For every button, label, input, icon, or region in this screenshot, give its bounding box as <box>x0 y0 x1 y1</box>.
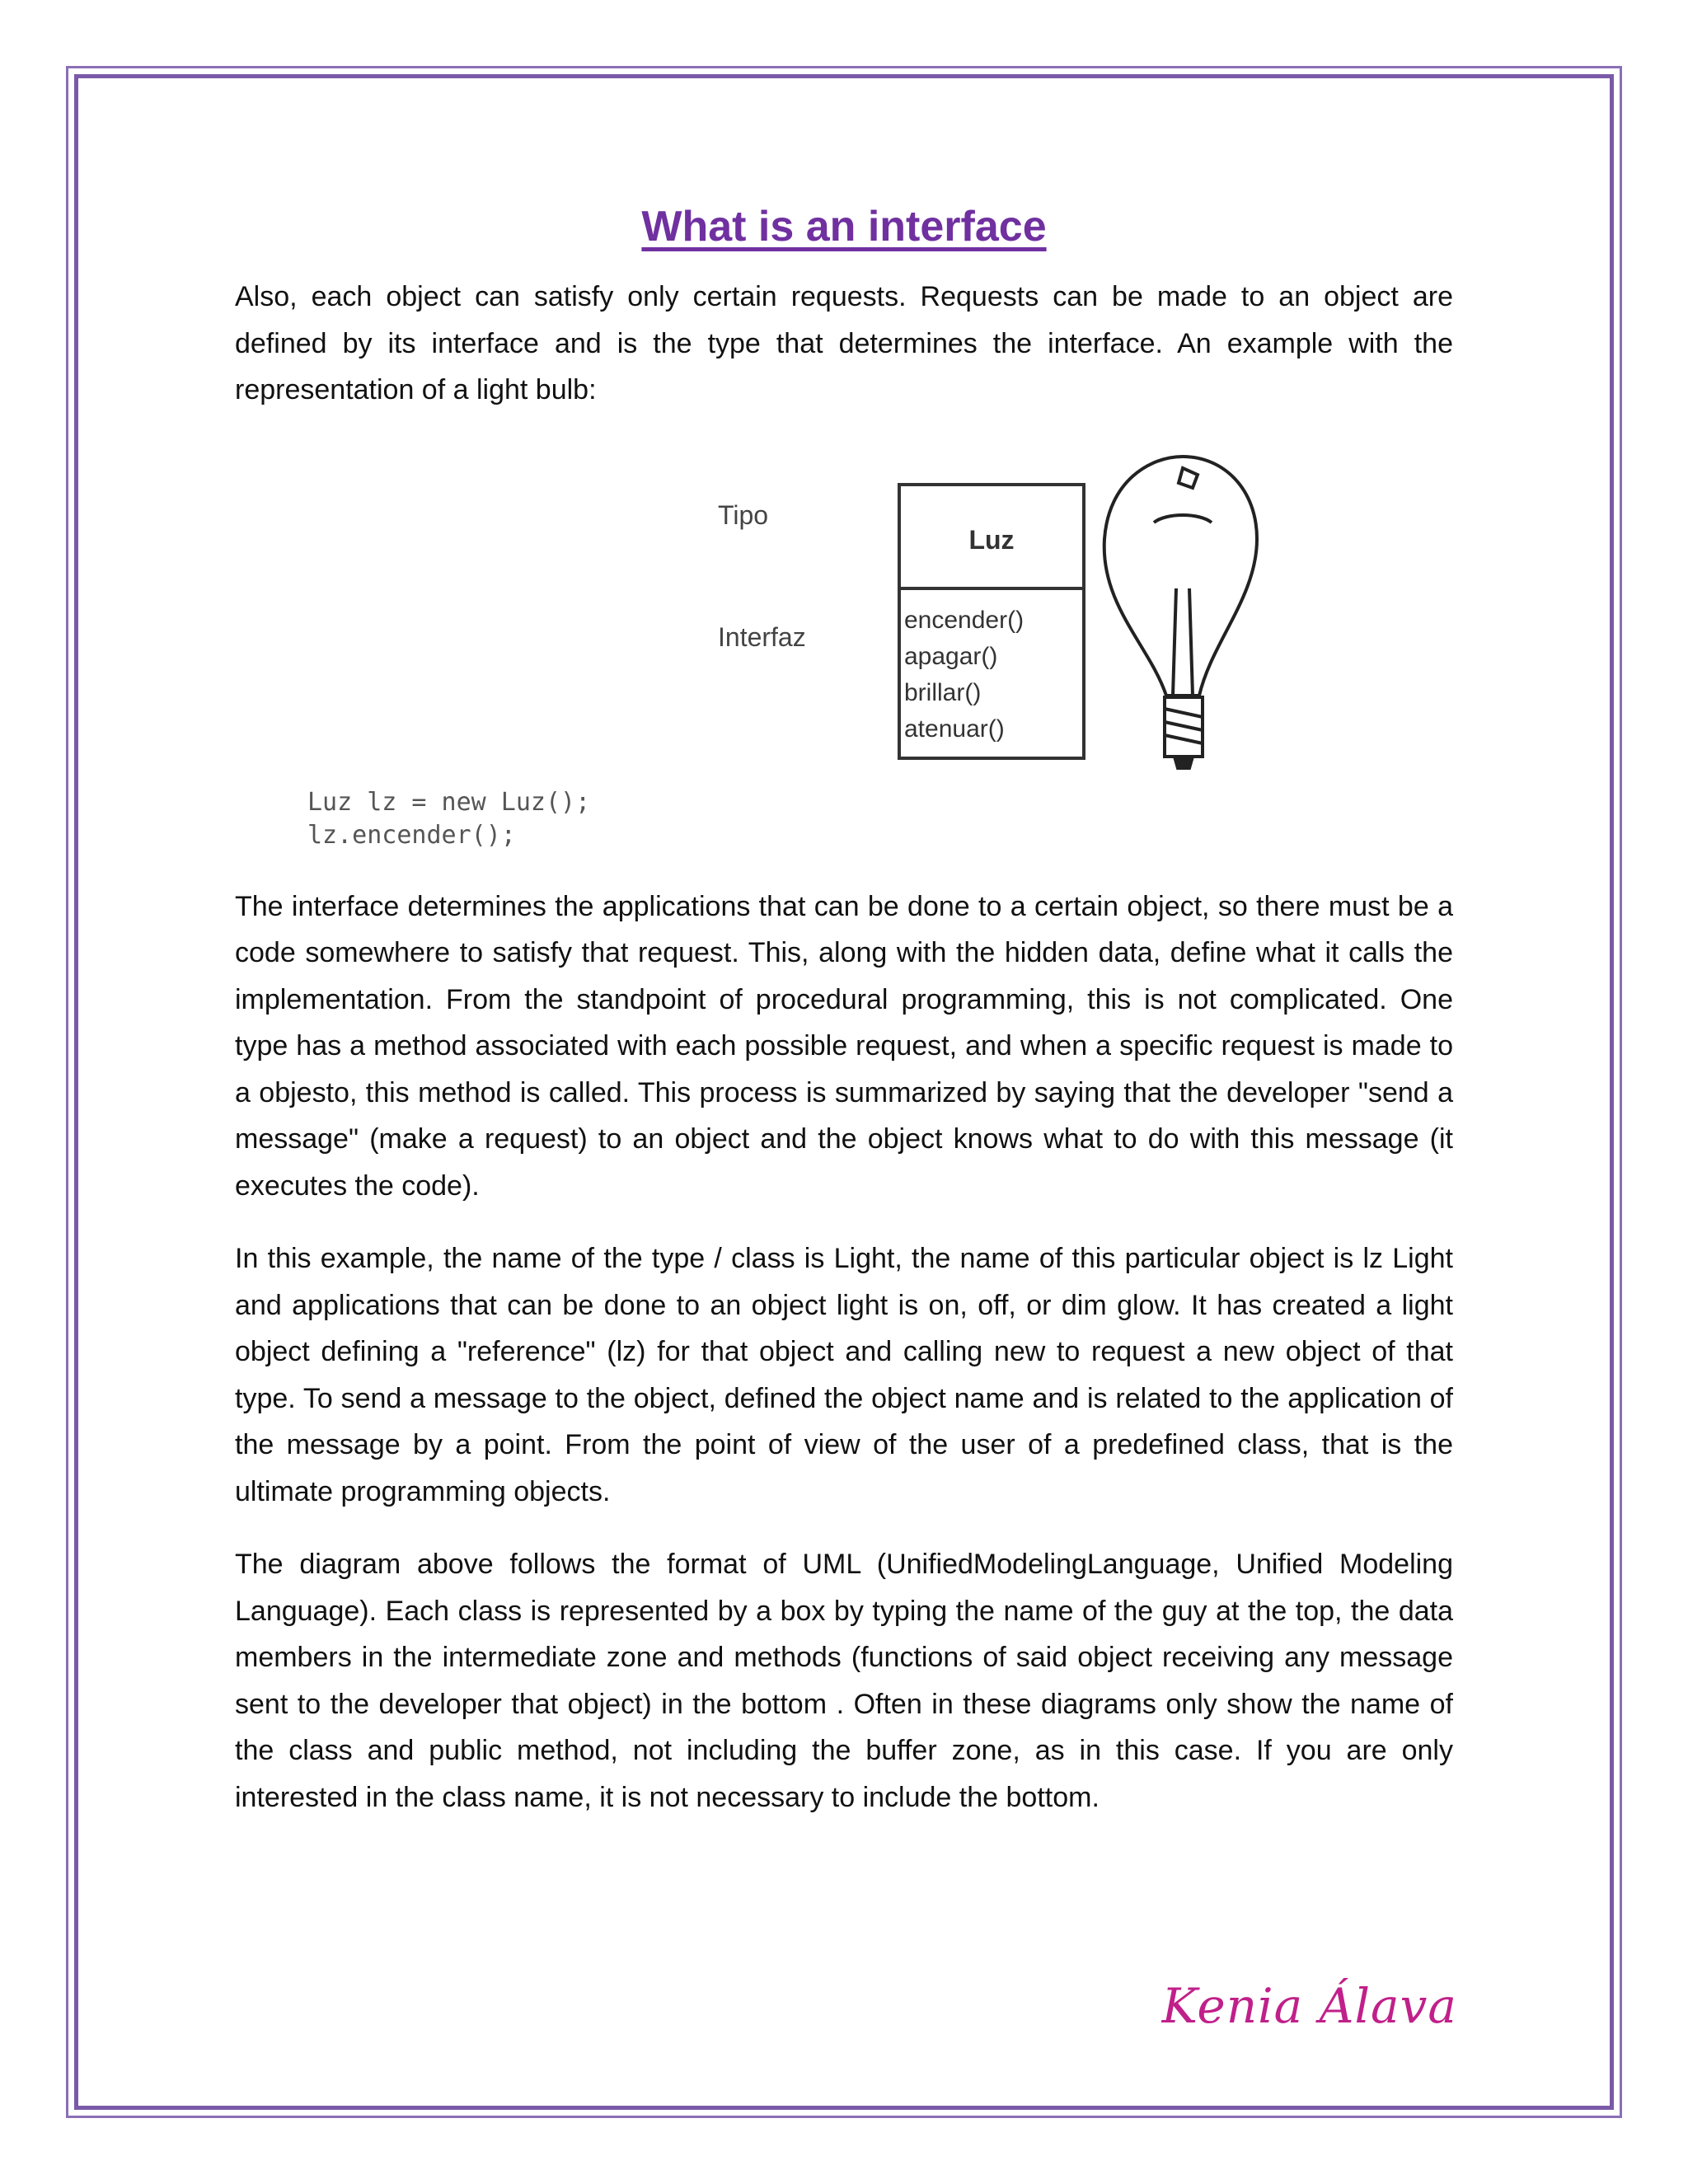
light-bulb-icon <box>1104 457 1257 768</box>
intro-paragraph: Also, each object can satisfy only certain requests. Requests can be made to an object are defined by its interface and is the type that determines the interface. An example with the representation of a light bulb: <box>235 281 1453 405</box>
interface-label: Interfaz <box>718 621 806 652</box>
class-name: Luz <box>968 524 1015 555</box>
method-1: apagar() <box>904 642 998 670</box>
code-line-2: lz.encender(); <box>307 820 516 850</box>
uml-figure <box>235 440 1453 869</box>
page-title: What is an interface <box>641 203 1047 251</box>
code-line-1: Luz lz = new Luz(); <box>307 787 591 817</box>
paragraph-2: In this example, the name of the type / class is Light, the name of this particular object is lz Light and applications that can be done to an object light is on, off, or dim glow. It has created a light object defining a "reference" (lz) for that object and calling new to request a new object of that type. To send a message to the object, defined the object name and is related to the application of the message by a point. From the point of view of the user of a predefined class, that is the ultimate programming objects. <box>235 1243 1453 1507</box>
method-0: encender() <box>904 606 1025 634</box>
type-label: Tipo <box>718 499 769 530</box>
code-snippet <box>307 786 590 852</box>
method-3: atenuar() <box>904 715 1005 743</box>
document-body <box>235 198 1453 1847</box>
paragraph-3: The diagram above follows the format of UML (UnifiedModelingLanguage, Unified Modeling Language). Each class is represented by a box by typing the name of the guy at the top, the data members in the intermediate zone and methods (functions of said object receiving any message sent to the developer that object) in the bottom . Often in these diagrams only show the name of the class and public method, not including the buffer zone, as in this case. If you are only interested in the class name, it is not necessary to include the bottom. <box>235 1549 1453 1813</box>
method-2: brillar() <box>904 678 982 706</box>
author-signature: Kenia Álava <box>1161 1978 1457 2034</box>
paragraph-1: The interface determines the applications that can be done to a certain object, so there must be a code somewhere to satisfy that request. This, along with the hidden data, define what it calls the implementation. From the standpoint of procedural programming, this is not complicated. One type has a method associated with each possible request, and when a specific request is made to a objesto, this method is called. This process is summarized by saying that the developer "send a message" (make a request) to an object and the object knows what to do with this message (it executes the code). <box>235 890 1453 1202</box>
